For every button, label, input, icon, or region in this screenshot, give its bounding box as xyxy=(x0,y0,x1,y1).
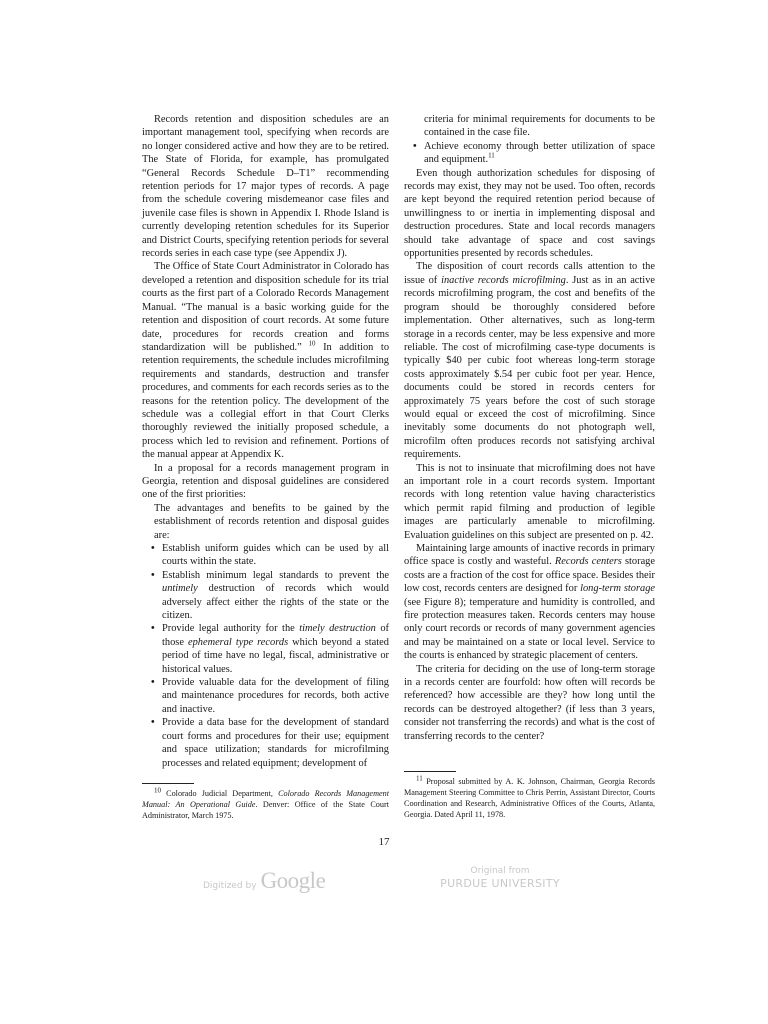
original-from-label: Original from xyxy=(470,866,530,876)
footnote-ref: 11 xyxy=(488,151,495,160)
benefits-list xyxy=(142,542,389,770)
list-item: • Provide a data base for the development of standard court forms and procedures for their use; equipment and space utilization; standards for microfilming processes and related equipment; development of xyxy=(162,716,389,770)
paragraph: The advantages and benefits to be gained by the establishment of records retention and disposal guides are: xyxy=(154,502,389,541)
list-item: • Achieve economy through better utilization of space and equipment.$^{11}$ xyxy=(424,140,655,167)
list-item: • Establish uniform guides which can be used by all courts within the state. xyxy=(162,542,389,569)
text: In addition to retention requirements, the schedule includes microfilming requirements and standards, destruction and transfer procedures, and comments for each records series as to the reasons for the retention policy. The development of the schedule was a collegial effort in that Court Clerks thoroughly reviewed the initially proposed schedule, a process which led to revision and refinement. Portions of the manual appear at Appendix K. xyxy=(142,341,390,461)
text: The Office of State Court Administrator in Colorado has developed a retention and disposition schedule for its trial courts as the first part of a Colorado Records Management Manual. “The manual is a basic working guide for the retention and disposition of court records. At some future date, procedures for records creation and forms standardization will be published.” xyxy=(142,261,389,353)
page-number: 17 xyxy=(378,836,390,848)
list-item: • Provide valuable data for the development of filing and maintenance procedures for records, both active and inactive. xyxy=(162,676,389,716)
paragraph: Maintaining large amounts of inactive records in primary office space is costly and wasteful. Records centers storage costs are a fraction of the cost for office space. Besides their low cost, records centers are designed for long-term storage (see Figure 8); temperature and humidity is controlled, and fire protection measures taken. Records centers may house only court records or records of many government agencies and may be maintained on a state or local level. Service to the courts is enhanced by strategic placement of centers. xyxy=(404,543,656,662)
right-column xyxy=(404,113,655,743)
original-from-watermark xyxy=(430,866,570,890)
paragraph xyxy=(142,260,389,461)
benefits-list-continued xyxy=(404,140,655,167)
paragraph: Even though authorization schedules for disposing of records may exist, they may not be used. Too often, records are kept beyond the required retention period because of unwillingness to or inertia in implementing disposal and destruction procedures. State and local records managers should take advantage of space and cost savings opportunities presented by records schedules. xyxy=(404,167,655,260)
paragraph: Records retention and disposition schedules are an important management tool, specifying when records are no longer considered active and how they are to be retired. The State of Florida, for example, has promulgated “General Records Schedule D–T1” recommending retention periods for 17 major types of records. A page from the schedule covering misdemeanor case files and juvenile case files is shown in Appendix I. Rhode Island is currently developing retention schedules for its Superior and District Courts, specifying retention periods for several records series in each case type (see Appendix J). xyxy=(142,114,390,260)
footnote-rule xyxy=(142,783,194,784)
university-label: PURDUE UNIVERSITY xyxy=(440,877,560,890)
list-item: • Establish minimum legal standards to prevent the untimely destruction of records which would adversely affect either the rights of the state or the citizen. xyxy=(162,569,389,623)
footnote-rule xyxy=(404,771,456,772)
list-item: • Provide legal authority for the timely destruction of those ephemeral type records which beyond a stated period of time have no legal, fiscal, administrative or historical values. xyxy=(162,622,389,676)
footnote-11: $^{11}$ Proposal submitted by A. K. Johnson, Chairman, Georgia Records Management Steering Committee to Chris Perrin, Assistant Director, Courts Coordination and Research, Administrative Offices of the Courts, Atlanta, Georgia. Dated April 11, 1978. xyxy=(404,774,655,819)
google-logo: Google xyxy=(260,868,326,893)
paragraph: This is not to insinuate that microfilming does not have an important role in a court records system. Important records with long retention value having characteristics which permit rapid filming and production of legible images are particularly amenable to microfilming. Evaluation guidelines on this subject are presented on p. 42. xyxy=(404,462,655,541)
paragraph: The criteria for deciding on the use of long-term storage in a records center are fourfold: how often will records be referenced? how accessible are they? how long until the records can be destroyed altogether? (if less than 3 years, consider not transferring the records) and what is the cost of transferring records to the center? xyxy=(404,663,655,742)
footnote-ref: 10 xyxy=(308,339,316,348)
digitized-by-label: Digitized by xyxy=(203,881,257,891)
paragraph: The disposition of court records calls attention to the issue of inactive records microfilming. Just as in an active records microfilming program, the cost and benefits of the program should be thoroughly considered before implementation. Other alternatives, such as long-term storage in a records center, may be less expensive and more reliable. The cost of microfilming case-type documents is typically $40 per cubic foot whereas long-term storage costs approximately $.54 per cubic foot per year. Hence, documents could be stored in records centers for approximately 75 years before the cost of such storage would equal or exceed the cost of microfilming. Since inevitably some documents do not photograph well, microfilm often produces records not satisfying archival requirements. xyxy=(404,261,655,461)
digitized-by-watermark xyxy=(203,868,325,894)
footnote-10: $^{10}$ Colorado Judicial Department, Colorado Records Management Manual: An Operational Guide. Denver: Office of the State Court Administrator, March 1975. xyxy=(142,786,389,820)
left-column xyxy=(142,113,389,770)
list-continuation: criteria for minimal requirements for documents to be contained in the case file. xyxy=(424,114,655,139)
paragraph: In a proposal for a records management program in Georgia, retention and disposal guidelines are considered one of the first priorities: xyxy=(142,462,389,501)
